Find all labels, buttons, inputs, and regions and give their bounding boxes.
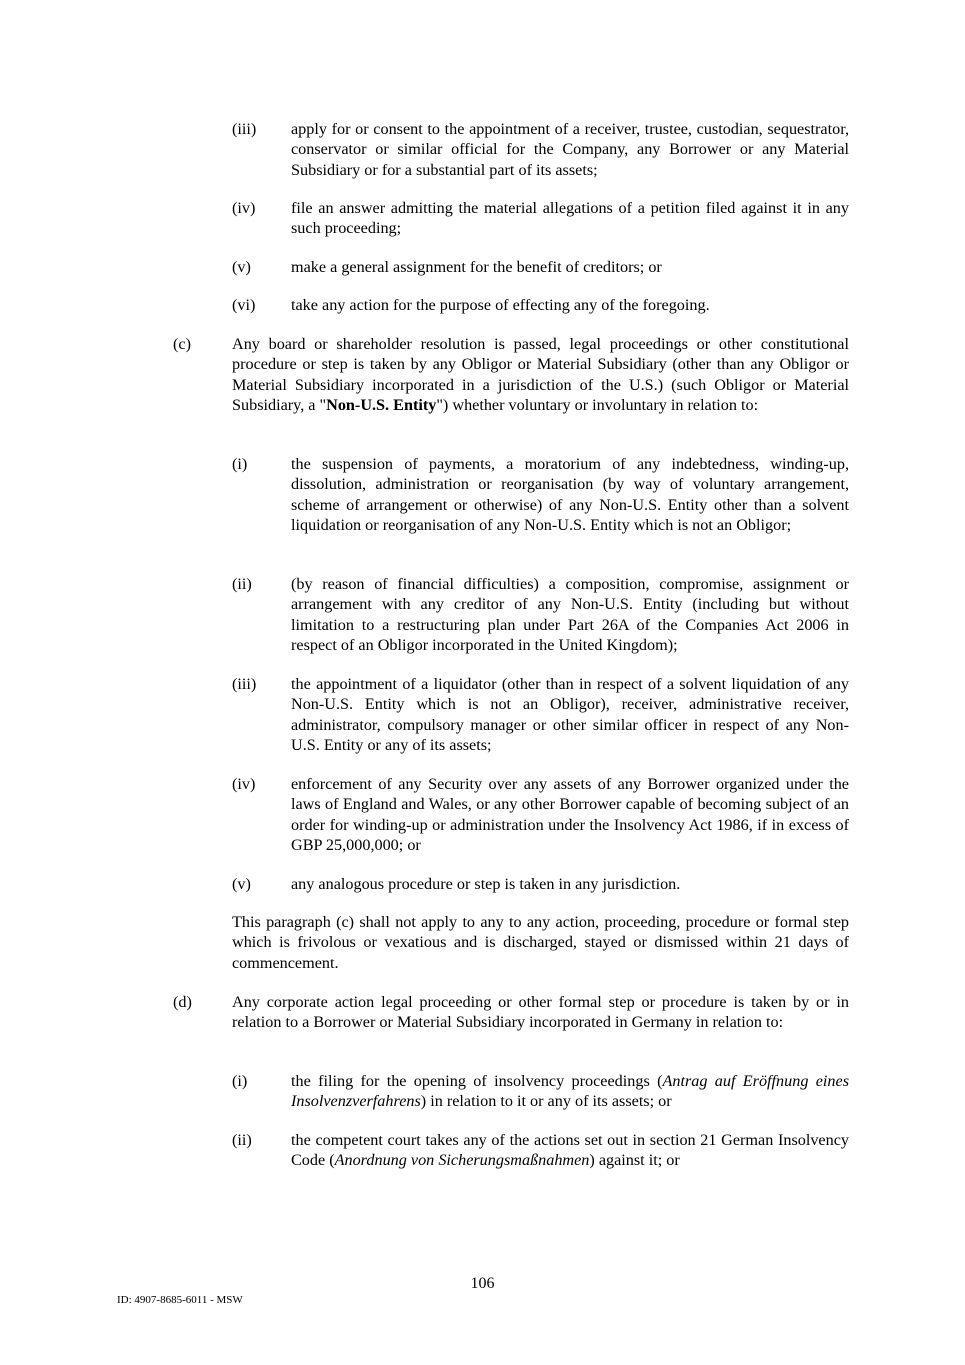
clause-label: (c) (173, 335, 191, 353)
clause-text-part: ") whether voluntary or involuntary in relation to: (436, 396, 759, 415)
clause-proviso: This paragraph (c) shall not apply to any to any action, proceeding, procedure or formal step which is frivolous or vexatious and is discharged, stayed or dismissed within 21 days of commencement. (232, 913, 849, 972)
item-label: (ii) (232, 575, 252, 593)
item-text: the suspension of payments, a moratorium of any indebtedness, winding-up, dissolution, administration or reorganisation (by way of voluntary arrangement, scheme of arrangement or otherwise) of any Non-U.S. Entity other than a solvent liquidation or reorganisation of any Non-U.S. Entity which is not an Obligor; (291, 455, 849, 535)
item-label: (vi) (232, 296, 256, 314)
item-text: (by reason of financial difficulties) a composition, compromise, assignment or arrangement with any creditor of any Non-U.S. Entity (including but without limitation to a restructuring plan under Part 26A of the Companies Act 2006 in respect of an Obligor incorporated in the United Kingdom); (291, 575, 849, 655)
clause-text-part: Any board or shareholder resolution is passed, legal proceedings or other constitutional procedure or step is taken by any Obligor or Material Subsidiary (other than any Obligor or Material Subsidiary incorporated in a jurisdiction of the U.S.) (such Obligor or Material Subsidiary, a " (232, 335, 849, 415)
item-label: (i) (232, 1072, 248, 1090)
item-text: make a general assignment for the benefit of creditors; or (291, 258, 662, 276)
item-text: apply for or consent to the appointment of a receiver, trustee, custodian, sequestrator, conservator or similar official for the Company, any Borrower or any Material Subsidiary or for a substantial part of its assets; (291, 120, 849, 179)
german-term: Antrag auf Eröffnung eines Insolvenzverfahrens (291, 1072, 850, 1111)
item-text: any analogous procedure or step is taken in any jurisdiction. (291, 875, 681, 893)
item-label: (ii) (232, 1131, 252, 1149)
item-text: the appointment of a liquidator (other than in respect of a solvent liquidation of any Non-U.S. Entity which is not an Obligor), receiver, administrative receiver, administrator, compulsory manager or other similar officer in respect of any Non-U.S. Entity or any of its assets; (291, 675, 849, 755)
item-text-part: the competent court takes any of the actions set out in section 21 German Insolvency Code ( (291, 1131, 849, 1170)
item-label: (v) (232, 875, 251, 893)
item-label: (v) (232, 258, 251, 276)
item-text-part: ) in relation to it or any of its assets; or (420, 1092, 672, 1111)
item-text-part: the filing for the opening of insolvency proceedings ( (291, 1072, 663, 1090)
clause-label: (d) (173, 993, 192, 1011)
item-text: file an answer admitting the material allegations of a petition filed against it in any such proceeding; (291, 199, 849, 238)
defined-term: Non-U.S. Entity (326, 396, 437, 415)
item-text: enforcement of any Security over any assets of any Borrower organized under the laws of England and Wales, or any other Borrower capable of becoming subject of an order for winding-up or administration under the Insolvency Act 1986, if in excess of GBP 25,000,000; or (291, 775, 849, 855)
item-label: (iv) (232, 199, 256, 217)
item-label: (i) (232, 455, 248, 473)
item-text (291, 1071, 849, 1112)
clause-text: Any corporate action legal proceeding or other formal step or procedure is taken by or in relation to a Borrower or Material Subsidiary incorporated in Germany in relation to: (232, 993, 849, 1032)
document-id: ID: 4907-8685-6011 - MSW (117, 1294, 243, 1306)
page-number: 106 (470, 1275, 495, 1292)
item-label: (iii) (232, 675, 257, 693)
item-label: (iii) (232, 120, 257, 138)
clause-text (232, 334, 849, 416)
german-term: Anordnung von Sicherungsmaßnahmen (334, 1151, 590, 1170)
item-label: (iv) (232, 775, 256, 793)
item-text: take any action for the purpose of effecting any of the foregoing. (291, 296, 710, 314)
item-text-part: ) against it; or (589, 1151, 680, 1170)
item-text (291, 1130, 849, 1171)
